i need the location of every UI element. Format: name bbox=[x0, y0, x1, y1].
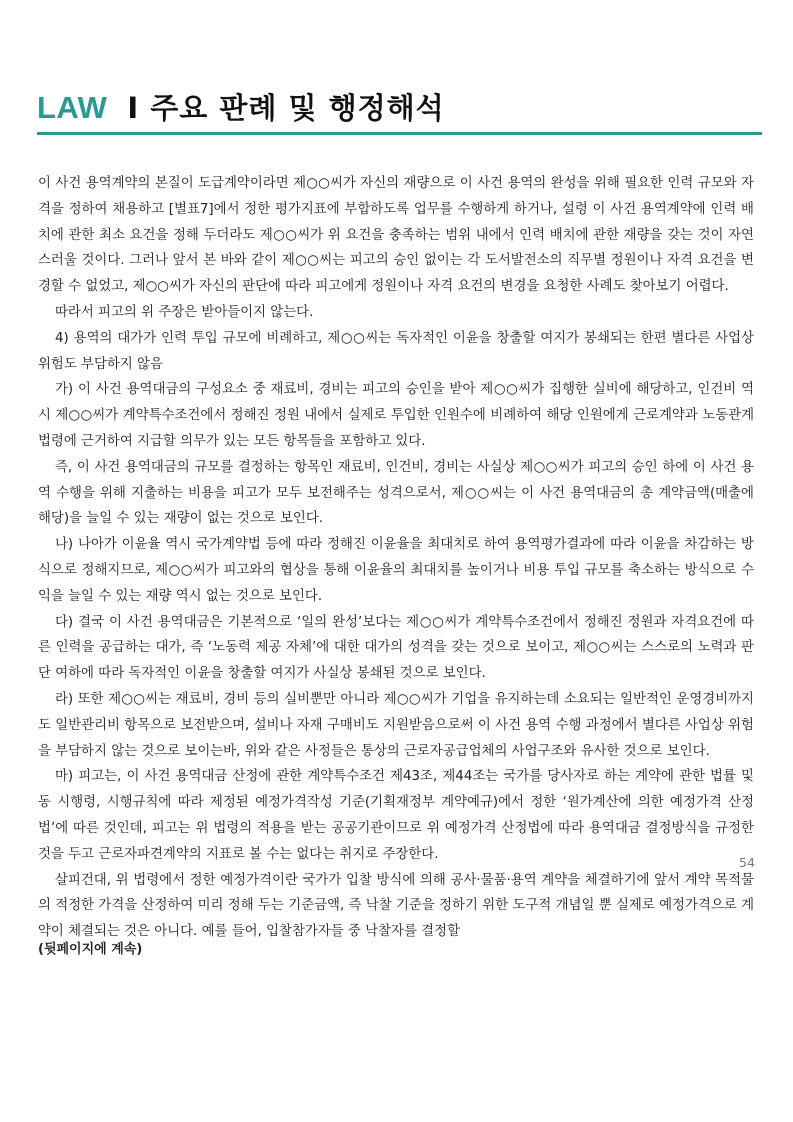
paragraph: 가) 이 사건 용역대금의 구성요소 중 재료비, 경비는 피고의 승인을 받아 제○○씨가 집행한 실비에 해당하고, 인건비 역시 제○○씨가 계약특수조건에서 정해진 정원 내에서 실제로 투입한 인원수에 비례하여 해당 인원에게 근로계약과 노동관계법령에 근거하여 지급할 의무가 있는 모든 항목들을 포함하고 있다. bbox=[38, 382, 754, 449]
page-header bbox=[37, 86, 761, 126]
section-tag: LAW bbox=[37, 90, 108, 125]
paragraph: 이 사건 용역계약의 본질이 도급계약이라면 제○○씨가 자신의 재량으로 이 사건 용역의 완성을 위해 필요한 인력 규모와 자격을 정하여 채용하고 [별표7]에서 정한 평가지표에 부합하도록 업무를 수행하게 하거나, 설령 이 사건 용역계약에 인력 배치에 관한 최소 요건을 정해 두더라도 제○○씨가 위 요건을 충족하는 범위 내에서 인력 배치에 관한 재량을 갖는 것이 자연스러울 것이다. 그러나 앞서 본 바와 같이 제○○씨는 피고의 승인 없이는 각 도서발전소의 직무별 정원이나 자격 요건을 변경할 수 없었고, 제○○씨가 자신의 판단에 따라 피고에게 정원이나 자격 요건의 변경을 요청한 사례도 찾아보기 어렵다. bbox=[38, 176, 754, 295]
paragraph: 따라서 피고의 위 주장은 받아들이지 않는다. bbox=[55, 304, 314, 320]
paragraph: 다) 결국 이 사건 용역대금은 기본적으로 ‘일의 완성’보다는 제○○씨가 계약특수조건에서 정해진 정원과 자격요건에 따른 인력을 공급하는 대가, 즉 ‘노동력 제공 자체’에 대한 대가의 성격을 갖는 것으로 보이고, 제○○씨는 스스로의 노력과 판단 여하에 따라 독자적인 이윤을 창출할 여지가 사실상 봉쇄된 것으로 보인다. bbox=[38, 614, 754, 682]
paragraph: 마) 피고는, 이 사건 용역대금 산정에 관한 계약특수조건 제43조, 제44조는 국가를 당사자로 하는 계약에 관한 법률 및 동 시행령, 시행규칙에 따라 제정된 예정가격작성 기준(기획재정부 계약예규)에서 정한 ‘원가계산에 의한 예정가격 산정법’에 따른 것인데, 피고는 위 법령의 적용을 받는 공공기관이므로 위 예정가격 산정법에 따라 용역대금 결정방식을 규정한 것을 두고 근로자파견계약의 지표로 볼 수는 없다는 취지로 주장한다. bbox=[38, 769, 754, 862]
continued-note: (뒷페이지에 계속) bbox=[38, 941, 143, 957]
paragraph: 나) 나아가 이윤율 역시 국가계약법 등에 따라 정해진 이윤율을 최대치로 하여 용역평가결과에 따라 이윤을 차감하는 방식으로 정해지므로, 제○○씨가 피고와의 협상을 통해 이윤율의 최대치를 높이거나 비용 투입 규모를 축소하는 방식으로 수익을 늘일 수 있는 재량 역시 없는 것으로 보인다. bbox=[38, 537, 754, 604]
header-rule bbox=[37, 132, 762, 135]
document-body bbox=[38, 171, 754, 959]
paragraph: 4) 용역의 대가가 인력 투입 규모에 비례하고, 제○○씨는 독자적인 이윤을 창출할 여지가 봉쇄되는 한편 별다른 사업상 위험도 부담하지 않음 bbox=[38, 330, 754, 372]
paragraph: 즉, 이 사건 용역대금의 규모를 결정하는 항목인 재료비, 인건비, 경비는 사실상 제○○씨가 피고의 승인 하에 이 사건 용역 수행을 위해 지출하는 비용을 피고가 모두 보전해주는 성격으로서, 제○○씨는 이 사건 용역대금의 총 계약금액(매출에 해당)을 늘일 수 있는 재량이 없는 것으로 보인다. bbox=[38, 459, 754, 527]
page-number: 54 bbox=[739, 855, 755, 870]
paragraph: 라) 또한 제○○씨는 재료비, 경비 등의 실비뿐만 아니라 제○○씨가 기업을 유지하는데 소요되는 일반적인 운영경비까지도 일반관리비 항목으로 보전받으며, 설비나 자재 구매비도 지원받음으로써 이 사건 용역 수행 과정에서 별다른 사업상 위험을 부담하지 않는 것으로 보이는바, 위와 같은 사정들은 통상의 근로자공급업체의 사업구조와 유사한 것으로 보인다. bbox=[38, 691, 754, 759]
section-title: I 주요 판례 및 행정해석 bbox=[127, 91, 445, 125]
paragraph: 살피건대, 위 법령에서 정한 예정가격이란 국가가 입찰 방식에 의해 공사·물품·용역 계약을 체결하기에 앞서 계약 목적물의 적정한 가격을 산정하여 미리 정해 두는 기준금액, 즉 낙찰 기준을 정하기 위한 도구적 개념일 뿐 실제로 예정가격으로 계약이 체결되는 것은 아니다. 예를 들어, 입찰참가자들 중 낙찰자를 결정할 bbox=[38, 872, 754, 940]
